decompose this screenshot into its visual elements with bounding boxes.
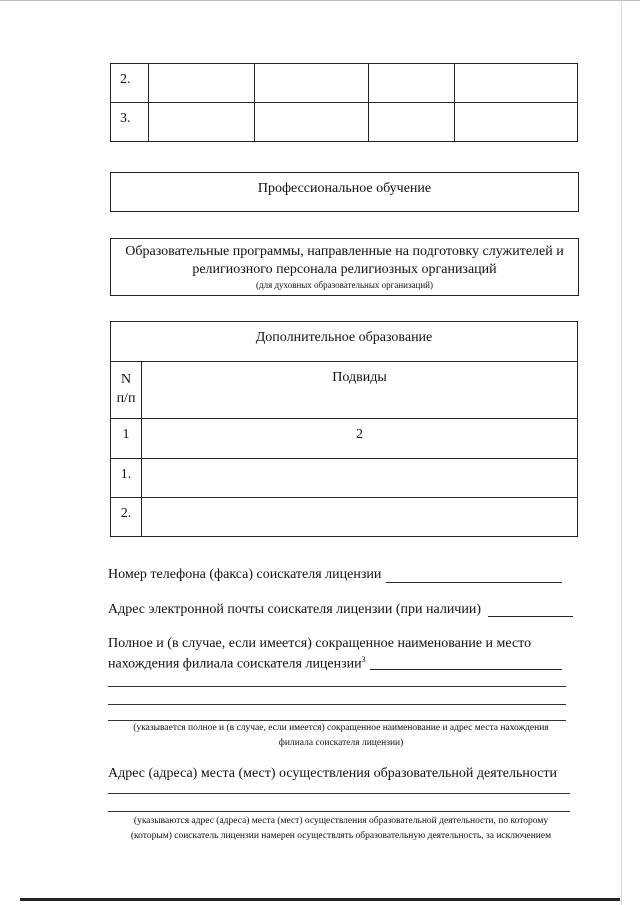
index-subtypes: 2	[142, 419, 578, 459]
footnote-marker: 3	[361, 655, 366, 664]
email-field[interactable]	[488, 616, 573, 617]
branch-note-line-1: (указывается полное и (в случае, если имеется) сокращенное наименование и адрес места нахождения	[133, 723, 549, 733]
page-top-edge	[0, 0, 640, 1]
column-header-number-line2: п/п	[116, 391, 136, 406]
branch-label-text: нахождения филиала соискателя лицензии	[108, 656, 362, 672]
column-header-number	[111, 362, 142, 419]
additional-title: Дополнительное образование	[111, 322, 578, 362]
table-cell	[255, 103, 369, 142]
table-cell	[369, 103, 455, 142]
branch-field-line-2[interactable]	[108, 686, 566, 687]
prof-training-title: Профессиональное обучение	[257, 181, 432, 196]
table-row	[111, 103, 578, 142]
index-number: 1	[111, 419, 142, 459]
table-row	[111, 498, 578, 537]
branch-label-line-2	[108, 655, 366, 673]
address-note-line-1: (указываются адрес (адреса) места (мест) осуществления образовательной деятельности, по которому	[133, 816, 549, 826]
branch-field[interactable]	[370, 669, 562, 670]
address-field-line-1[interactable]	[108, 793, 570, 794]
column-header-number-line1: N	[120, 372, 132, 387]
religious-note: (для духовных образовательных организаций)	[256, 280, 433, 290]
top-table	[110, 63, 578, 142]
email-label: Адрес электронной почты соискателя лицензии (при наличии)	[108, 602, 481, 617]
table-cell	[369, 64, 455, 103]
branch-label-line-1: Полное и (в случае, если имеется) сокращенное наименование и место	[108, 636, 532, 651]
address-label: Адрес (адреса) места (мест) осуществления образовательной деятельности	[108, 766, 558, 781]
column-header-subtypes: Подвиды	[142, 362, 578, 419]
table-cell	[142, 498, 578, 537]
phone-label: Номер телефона (факса) соискателя лицензии	[108, 567, 382, 582]
row-number: 2.	[111, 498, 142, 537]
table-cell	[142, 459, 578, 498]
phone-field[interactable]	[386, 582, 562, 583]
religious-programs-box	[110, 238, 579, 296]
table-column-headers	[111, 362, 578, 419]
row-number: 3.	[111, 103, 149, 142]
table-cell	[255, 64, 369, 103]
additional-education-table	[110, 321, 578, 537]
address-note-line-2: (которым) соискатель лицензии намерен осуществлять образовательную деятельность, за исключением	[130, 831, 552, 841]
branch-field-line-3[interactable]	[108, 704, 566, 705]
row-number: 2.	[111, 64, 149, 103]
branch-note	[108, 721, 574, 751]
branch-note-line-2: филиала соискателя лицензии)	[278, 738, 404, 748]
table-cell	[149, 103, 255, 142]
table-cell	[149, 64, 255, 103]
table-index-row	[111, 419, 578, 459]
prof-training-box	[110, 172, 579, 212]
table-cell	[455, 103, 578, 142]
religious-line-1: Образовательные программы, направленные на подготовку служителей и	[125, 244, 564, 259]
table-header-row	[111, 322, 578, 362]
table-row	[111, 64, 578, 103]
address-note	[108, 814, 574, 844]
table-row	[111, 459, 578, 498]
address-field-line-2[interactable]	[108, 811, 570, 812]
row-number: 1.	[111, 459, 142, 498]
table-cell	[455, 64, 578, 103]
page-right-edge	[621, 0, 622, 905]
religious-line-2: религиозного персонала религиозных организаций	[192, 262, 497, 277]
page-bottom-bar	[20, 898, 620, 901]
